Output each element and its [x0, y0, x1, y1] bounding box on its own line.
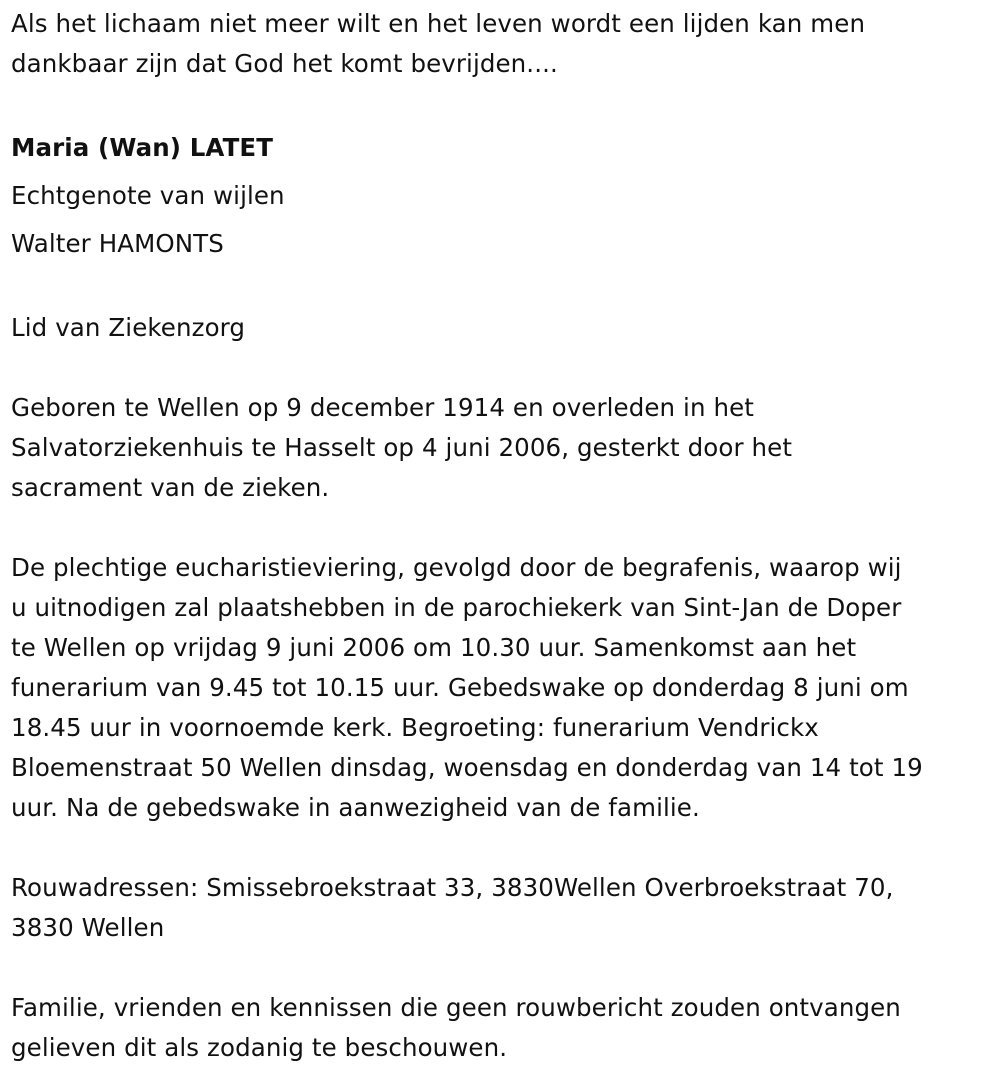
spouse-name: Walter HAMONTS — [11, 229, 224, 258]
birth-death-paragraph — [11, 388, 996, 508]
spacer — [11, 348, 996, 388]
ceremony-paragraph — [11, 548, 996, 828]
motto-line: dankbaar zijn dat God het komt bevrijden.... — [11, 49, 558, 78]
spacer — [11, 508, 996, 548]
ceremony-line: te Wellen op vrijdag 9 juni 2006 om 10.30 uur. Samenkomst aan het — [11, 633, 857, 662]
ceremony-line: u uitnodigen zal plaatshebben in de parochiekerk van Sint-Jan de Doper — [11, 593, 902, 622]
spacer — [11, 828, 996, 868]
spacer — [11, 948, 996, 988]
closing-line: gelieven dit als zodanig te beschouwen. — [11, 1033, 508, 1062]
address-line: 3830 Wellen — [11, 913, 165, 942]
motto-line: Als het lichaam niet meer wilt en het leven wordt een lijden kan men — [11, 9, 866, 38]
address-line: Rouwadressen: Smissebroekstraat 33, 3830Wellen Overbroekstraat 70, — [11, 873, 894, 902]
ceremony-line: Bloemenstraat 50 Wellen dinsdag, woensdag en donderdag van 14 tot 19 — [11, 753, 923, 782]
deceased-name: Maria (Wan) LATET — [11, 133, 274, 162]
closing-line: Familie, vrienden en kennissen die geen rouwbericht zouden ontvangen — [11, 993, 901, 1022]
motto-paragraph — [11, 4, 996, 84]
spacer — [11, 84, 996, 124]
membership-line: Lid van Ziekenzorg — [11, 313, 246, 342]
closing-paragraph — [11, 988, 996, 1068]
addresses-paragraph — [11, 868, 996, 948]
obituary-document — [11, 4, 996, 1068]
birth-death-line: sacrament van de zieken. — [11, 473, 330, 502]
spacer — [11, 268, 996, 308]
birth-death-line: Geboren te Wellen op 9 december 1914 en overleden in het — [11, 393, 754, 422]
relation-label: Echtgenote van wijlen — [11, 181, 285, 210]
ceremony-line: funerarium van 9.45 tot 10.15 uur. Gebedswake op donderdag 8 juni om — [11, 673, 909, 702]
birth-death-line: Salvatorziekenhuis te Hasselt op 4 juni 2006, gesterkt door het — [11, 433, 793, 462]
ceremony-line: 18.45 uur in voornoemde kerk. Begroeting: funerarium Vendrickx — [11, 713, 819, 742]
deceased-block — [11, 124, 996, 268]
ceremony-line: De plechtige eucharistieviering, gevolgd door de begrafenis, waarop wij — [11, 553, 902, 582]
ceremony-line: uur. Na de gebedswake in aanwezigheid van de familie. — [11, 793, 700, 822]
